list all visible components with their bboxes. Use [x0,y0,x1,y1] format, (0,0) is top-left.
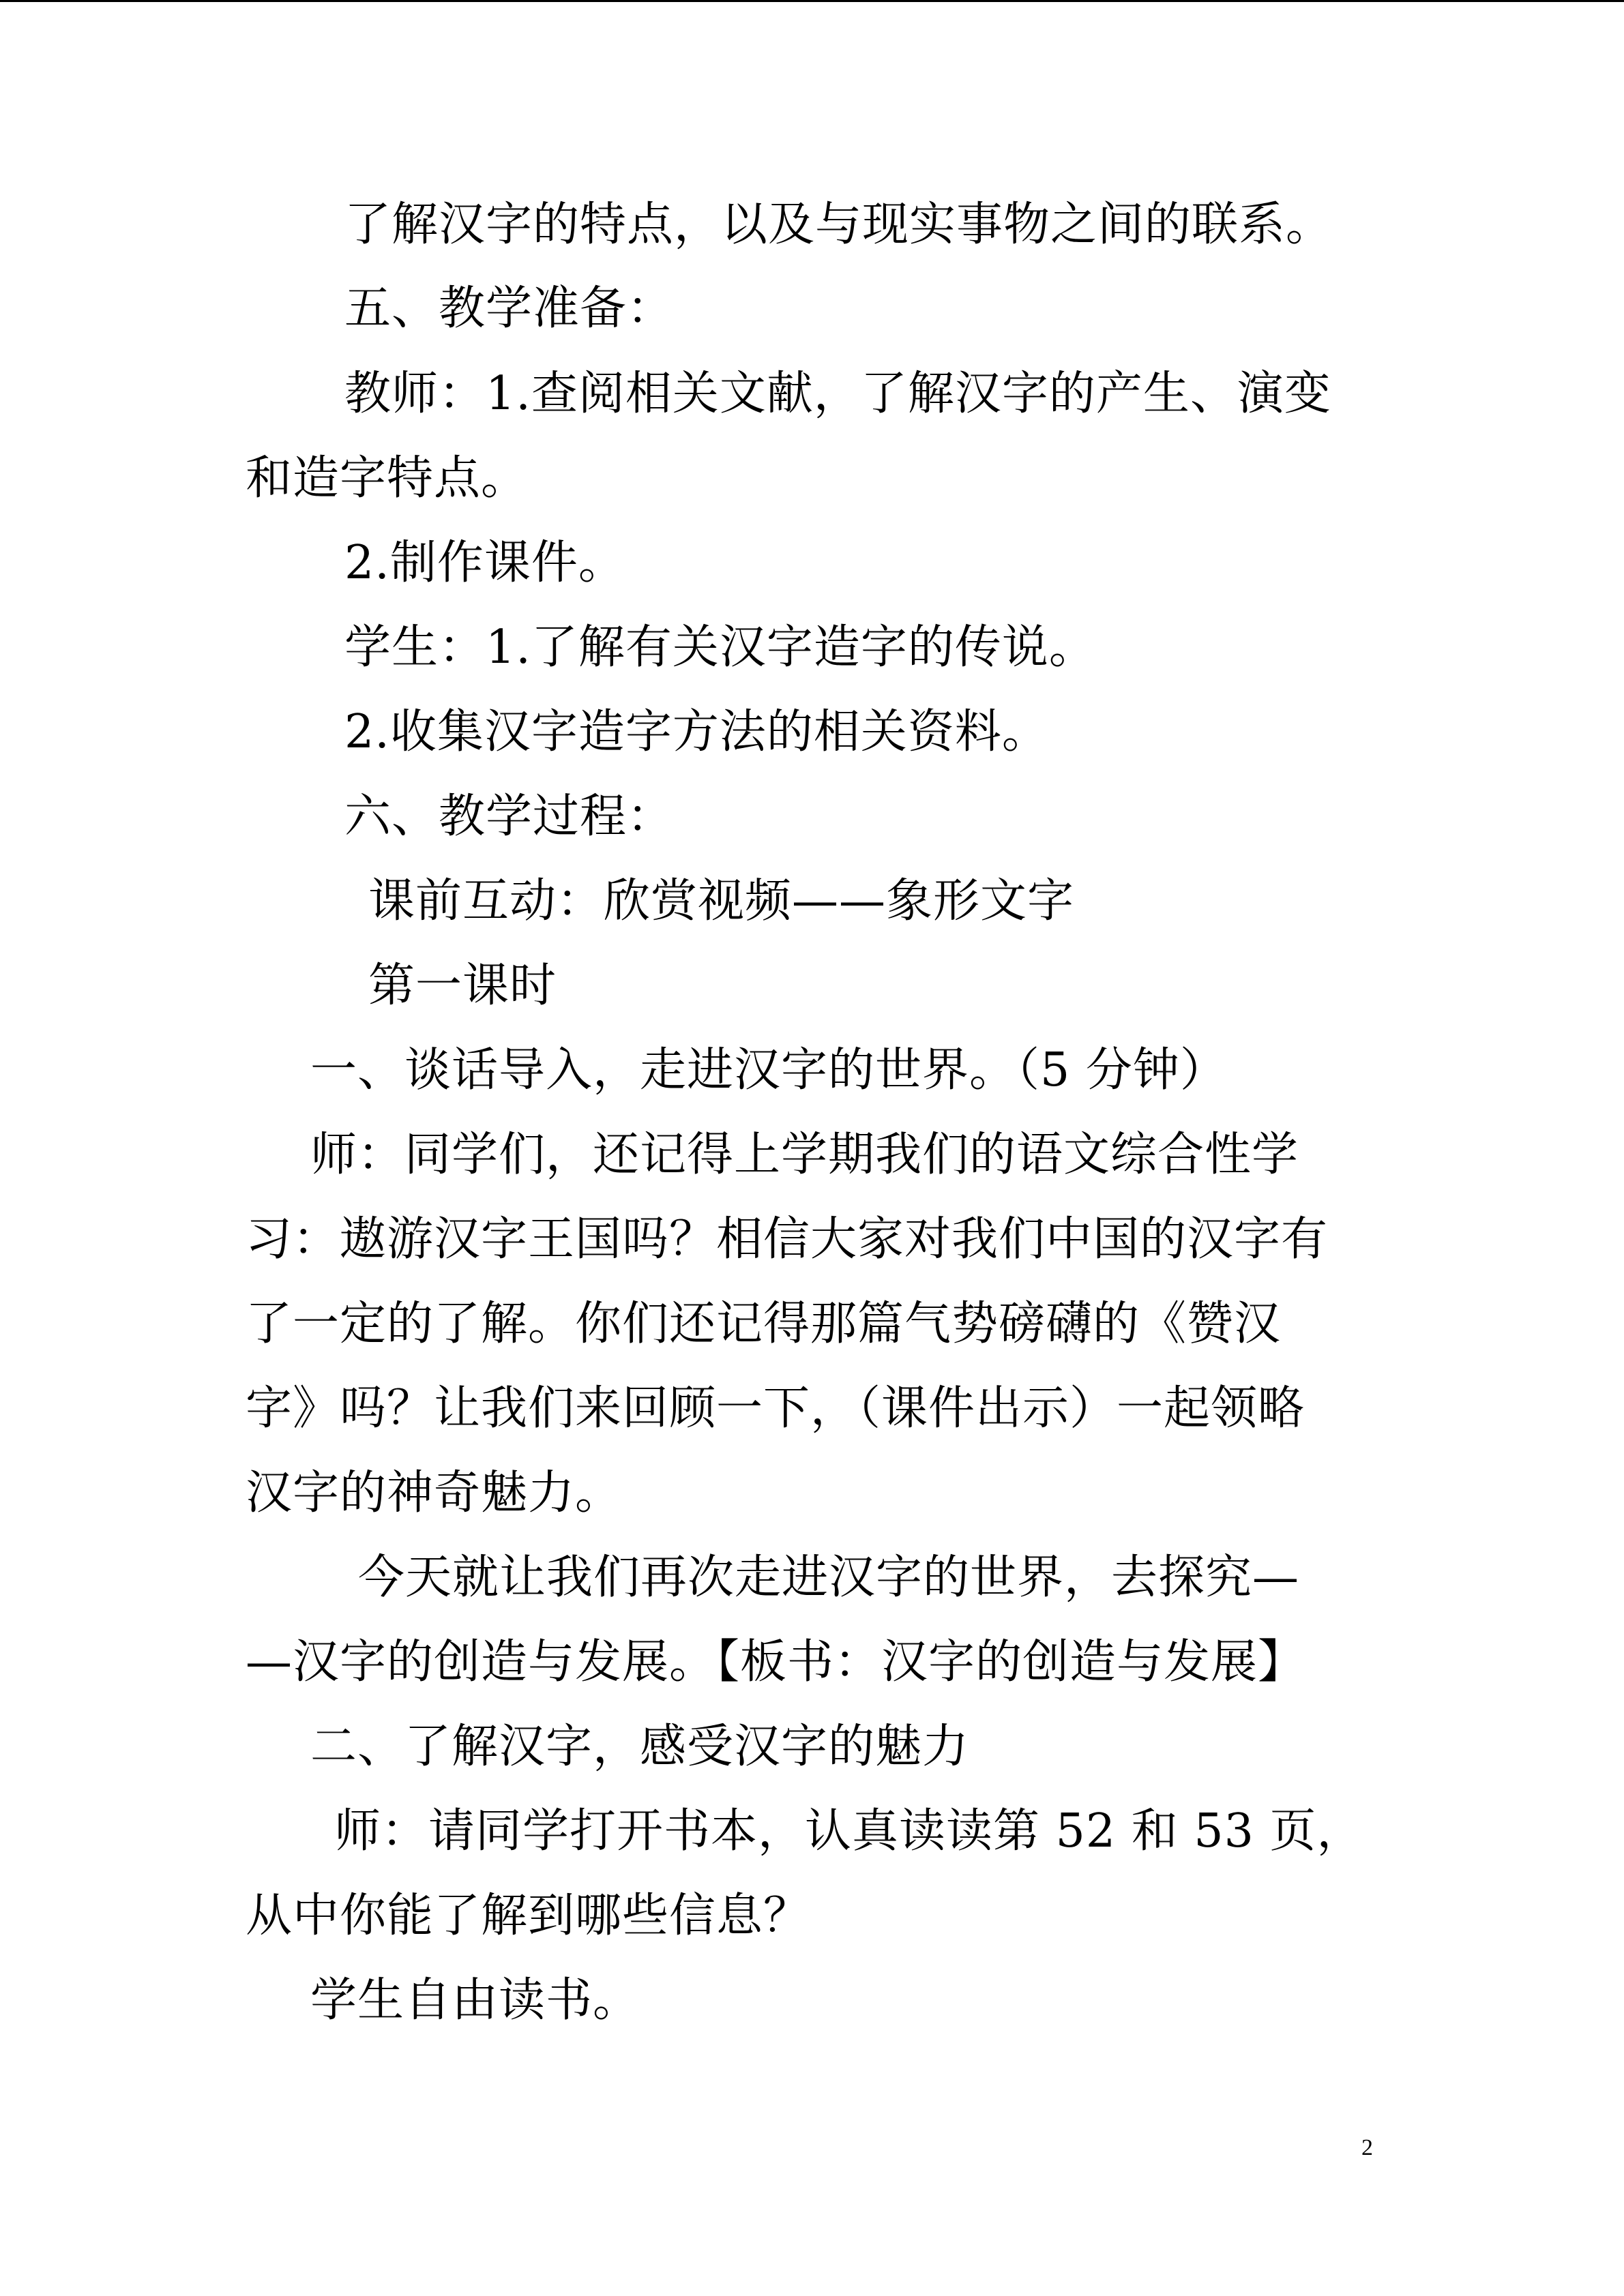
text-line: 学生：1.了解有关汉字造字的传说。 [344,621,1096,674]
text-line: 从中你能了解到哪些信息？ [246,1889,811,1943]
text-line: 习：遨游汉字王国吗？相信大家对我们中国的汉字有 [246,1212,1329,1266]
text-line: 2.收集汉字造字方法的相关资料。 [344,705,1049,759]
section-heading: 二、了解汉字，感受汉字的魅力 [310,1720,970,1774]
text-line: 汉字的神奇魅力。 [246,1466,623,1520]
section-heading: 六、教学过程： [344,790,675,844]
text-line: 2.制作课件。 [344,536,625,590]
text-line: 了一定的了解。你们还记得那篇气势磅礴的《赞汉 [246,1297,1282,1351]
lesson-heading: 第一课时 [368,959,557,1013]
text-line: 教师：1.查阅相关文献，了解汉字的产生、演变 [344,367,1331,421]
section-heading: 五、教学准备： [344,282,675,336]
text-line: 字》吗？让我们来回顾一下，（课件出示）一起领略 [246,1382,1305,1435]
text-line: 师：同学们，还记得上学期我们的语文综合性学 [310,1128,1299,1182]
section-heading: 一、谈话导入，走进汉字的世界。（5 分钟） [310,1043,1227,1097]
text-line: 了解汉字的特点，以及与现实事物之间的联系。 [344,198,1333,252]
text-line: 课前互动：欣赏视频——象形文字 [368,874,1075,928]
text-line: 师：请同学打开书本，认真读读第 52 和 53 页， [334,1804,1364,1858]
page-number: 2 [1361,2135,1373,2160]
text-line: 学生自由读书。 [310,1973,640,2027]
top-border-line [0,0,1624,2]
text-line: 今天就让我们再次走进汉字的世界，去探究— [358,1551,1300,1605]
text-line: 和造字特点。 [246,451,529,505]
text-line: —汉字的创造与发展。【板书：汉字的创造与发展】 [246,1635,1305,1689]
